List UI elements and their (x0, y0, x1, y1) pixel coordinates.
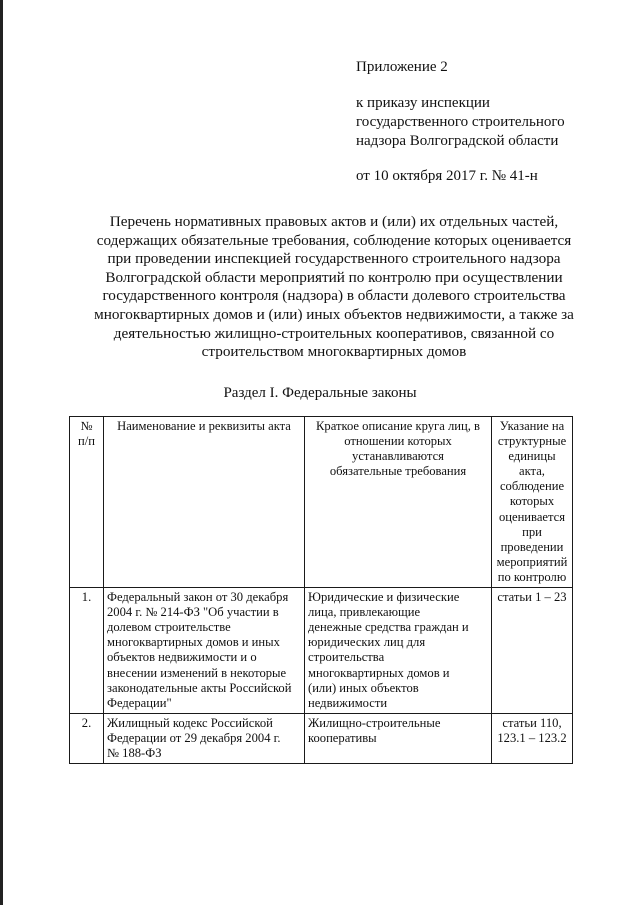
heading-line: Волгоградской области мероприятий по контролю при осуществлении (105, 268, 563, 286)
affected-persons-cell: Жилищно-строительные кооперативы (305, 713, 492, 763)
table-row (70, 588, 573, 714)
heading-line: Перечень нормативных правовых актов и (или) их отдельных частей, (109, 213, 559, 230)
header-number: № п/п (70, 417, 104, 588)
heading-line: содержащих обязательные требования, соблюдение которых оценивается (96, 231, 572, 249)
header-structural-units: Указание на структурные единицы акта, соблюдение которых оценивается при проведении мероприятий по контролю (492, 417, 573, 588)
row-number: 1. (70, 588, 104, 714)
scan-edge (0, 0, 3, 905)
act-name-cell: Федеральный закон от 30 декабря 2004 г. № 214-ФЗ "Об участии в долевом строительстве многоквартирных домов и иных объектов недвижимости и о внесении изменений в некоторые законодательные акты Российской Федерации" (104, 588, 305, 714)
heading-line: при проведении инспекцией государственного строительного надзора (107, 250, 561, 268)
header-affected-persons: Краткое описание круга лиц, в отношении которых устанавливаются обязательные требования (305, 417, 492, 588)
heading-line: многоквартирных домов и (или) иных объектов недвижимости, а также за (94, 305, 574, 323)
heading-line: строительством многоквартирных домов (201, 343, 467, 361)
section-title: Раздел I. Федеральные законы (223, 385, 417, 401)
document-heading (70, 213, 598, 362)
appendix-ref-line: надзора Волгоградской области (356, 133, 559, 149)
act-name-cell: Жилищный кодекс Российской Федерации от 29 декабря 2004 г. № 188-ФЗ (104, 713, 305, 763)
affected-persons-cell: Юридические и физические лица, привлекающие денежные средства граждан и юридических лиц для строительства многоквартирных домов и (или) иных объектов недвижимости (305, 588, 492, 714)
heading-line: государственного контроля (надзора) в области долевого строительства (102, 287, 566, 305)
structural-units-cell: статьи 1 – 23 (492, 588, 573, 714)
row-number: 2. (70, 713, 104, 763)
table-row (70, 713, 573, 763)
appendix-ref-line: государственного строительного (356, 114, 565, 130)
structural-units-cell: статьи 110, 123.1 – 123.2 (492, 713, 573, 763)
table-header-row (70, 417, 573, 588)
header-act-name: Наименование и реквизиты акта (104, 417, 305, 588)
appendix-ref-line: к приказу инспекции (356, 95, 490, 111)
appendix-order-reference (356, 94, 565, 151)
heading-line: деятельностью жилищно-строительных кооперативов, связанной со (113, 324, 555, 342)
laws-table (69, 416, 573, 764)
appendix-date: от 10 октября 2017 г. № 41-н (356, 168, 538, 184)
appendix-title: Приложение 2 (356, 59, 448, 75)
